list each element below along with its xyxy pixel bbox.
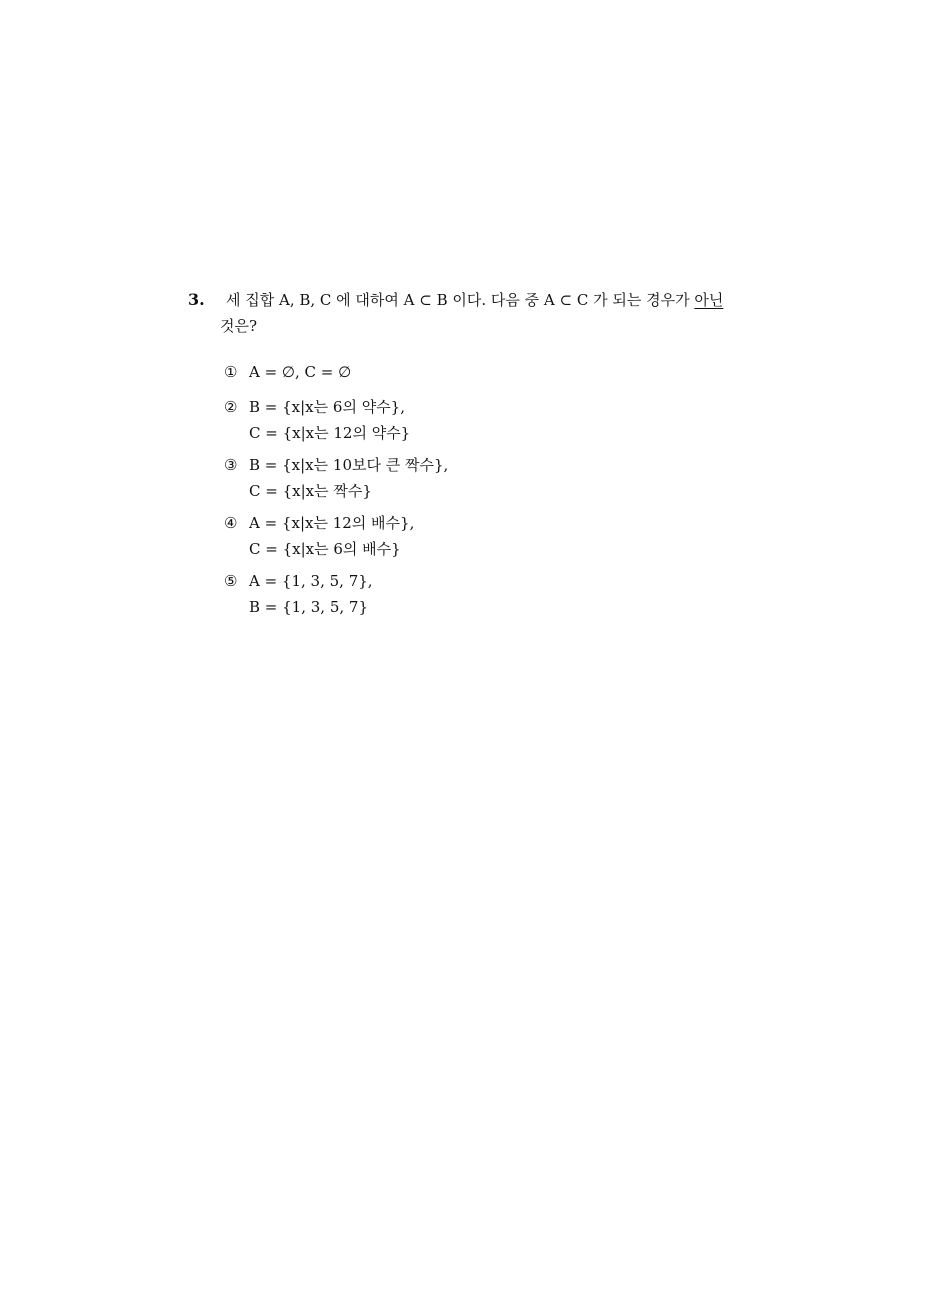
choice-5[interactable]: [224, 568, 624, 620]
choice-number: ①: [224, 363, 238, 381]
choice-body: [249, 452, 624, 504]
choice-line: B = {x|x는 6의 약수},: [249, 398, 405, 416]
choice-body: [249, 568, 624, 620]
choice-3[interactable]: [224, 452, 624, 504]
choice-line: C = {x|x는 짝수}: [249, 482, 372, 500]
choice-number: ③: [224, 456, 238, 474]
choice-number: ④: [224, 514, 238, 532]
question-stem-line-1: [226, 287, 786, 313]
choice-number: ⑤: [224, 572, 238, 590]
choice-body: [249, 394, 624, 446]
question-stem-text: 세 집합 A, B, C 에 대하여 A ⊂ B 이다. 다음 중 A ⊂ C 가 되는 경우가: [226, 291, 695, 309]
choice-line: A = {1, 3, 5, 7},: [249, 572, 373, 590]
question-stem-line-2: 것은?: [220, 317, 258, 335]
choice-2[interactable]: [224, 394, 624, 446]
choice-4[interactable]: [224, 510, 624, 562]
choice-1[interactable]: [224, 359, 624, 385]
choice-body: [249, 359, 624, 385]
choice-line: C = {x|x는 12의 약수}: [249, 424, 411, 442]
question-number: 3.: [188, 290, 205, 309]
choice-number: ②: [224, 398, 238, 416]
question-stem: [220, 287, 786, 339]
choice-line: A = {x|x는 12의 배수},: [249, 514, 415, 532]
choice-line: B = {x|x는 10보다 큰 짝수},: [249, 456, 449, 474]
question-stem-emphasis: 아닌: [694, 291, 724, 309]
choice-line: B = {1, 3, 5, 7}: [249, 598, 368, 616]
choice-body: [249, 510, 624, 562]
choice-line: A = ∅, C = ∅: [249, 363, 352, 381]
choice-line: C = {x|x는 6의 배수}: [249, 540, 401, 558]
answer-choices: [224, 359, 624, 626]
